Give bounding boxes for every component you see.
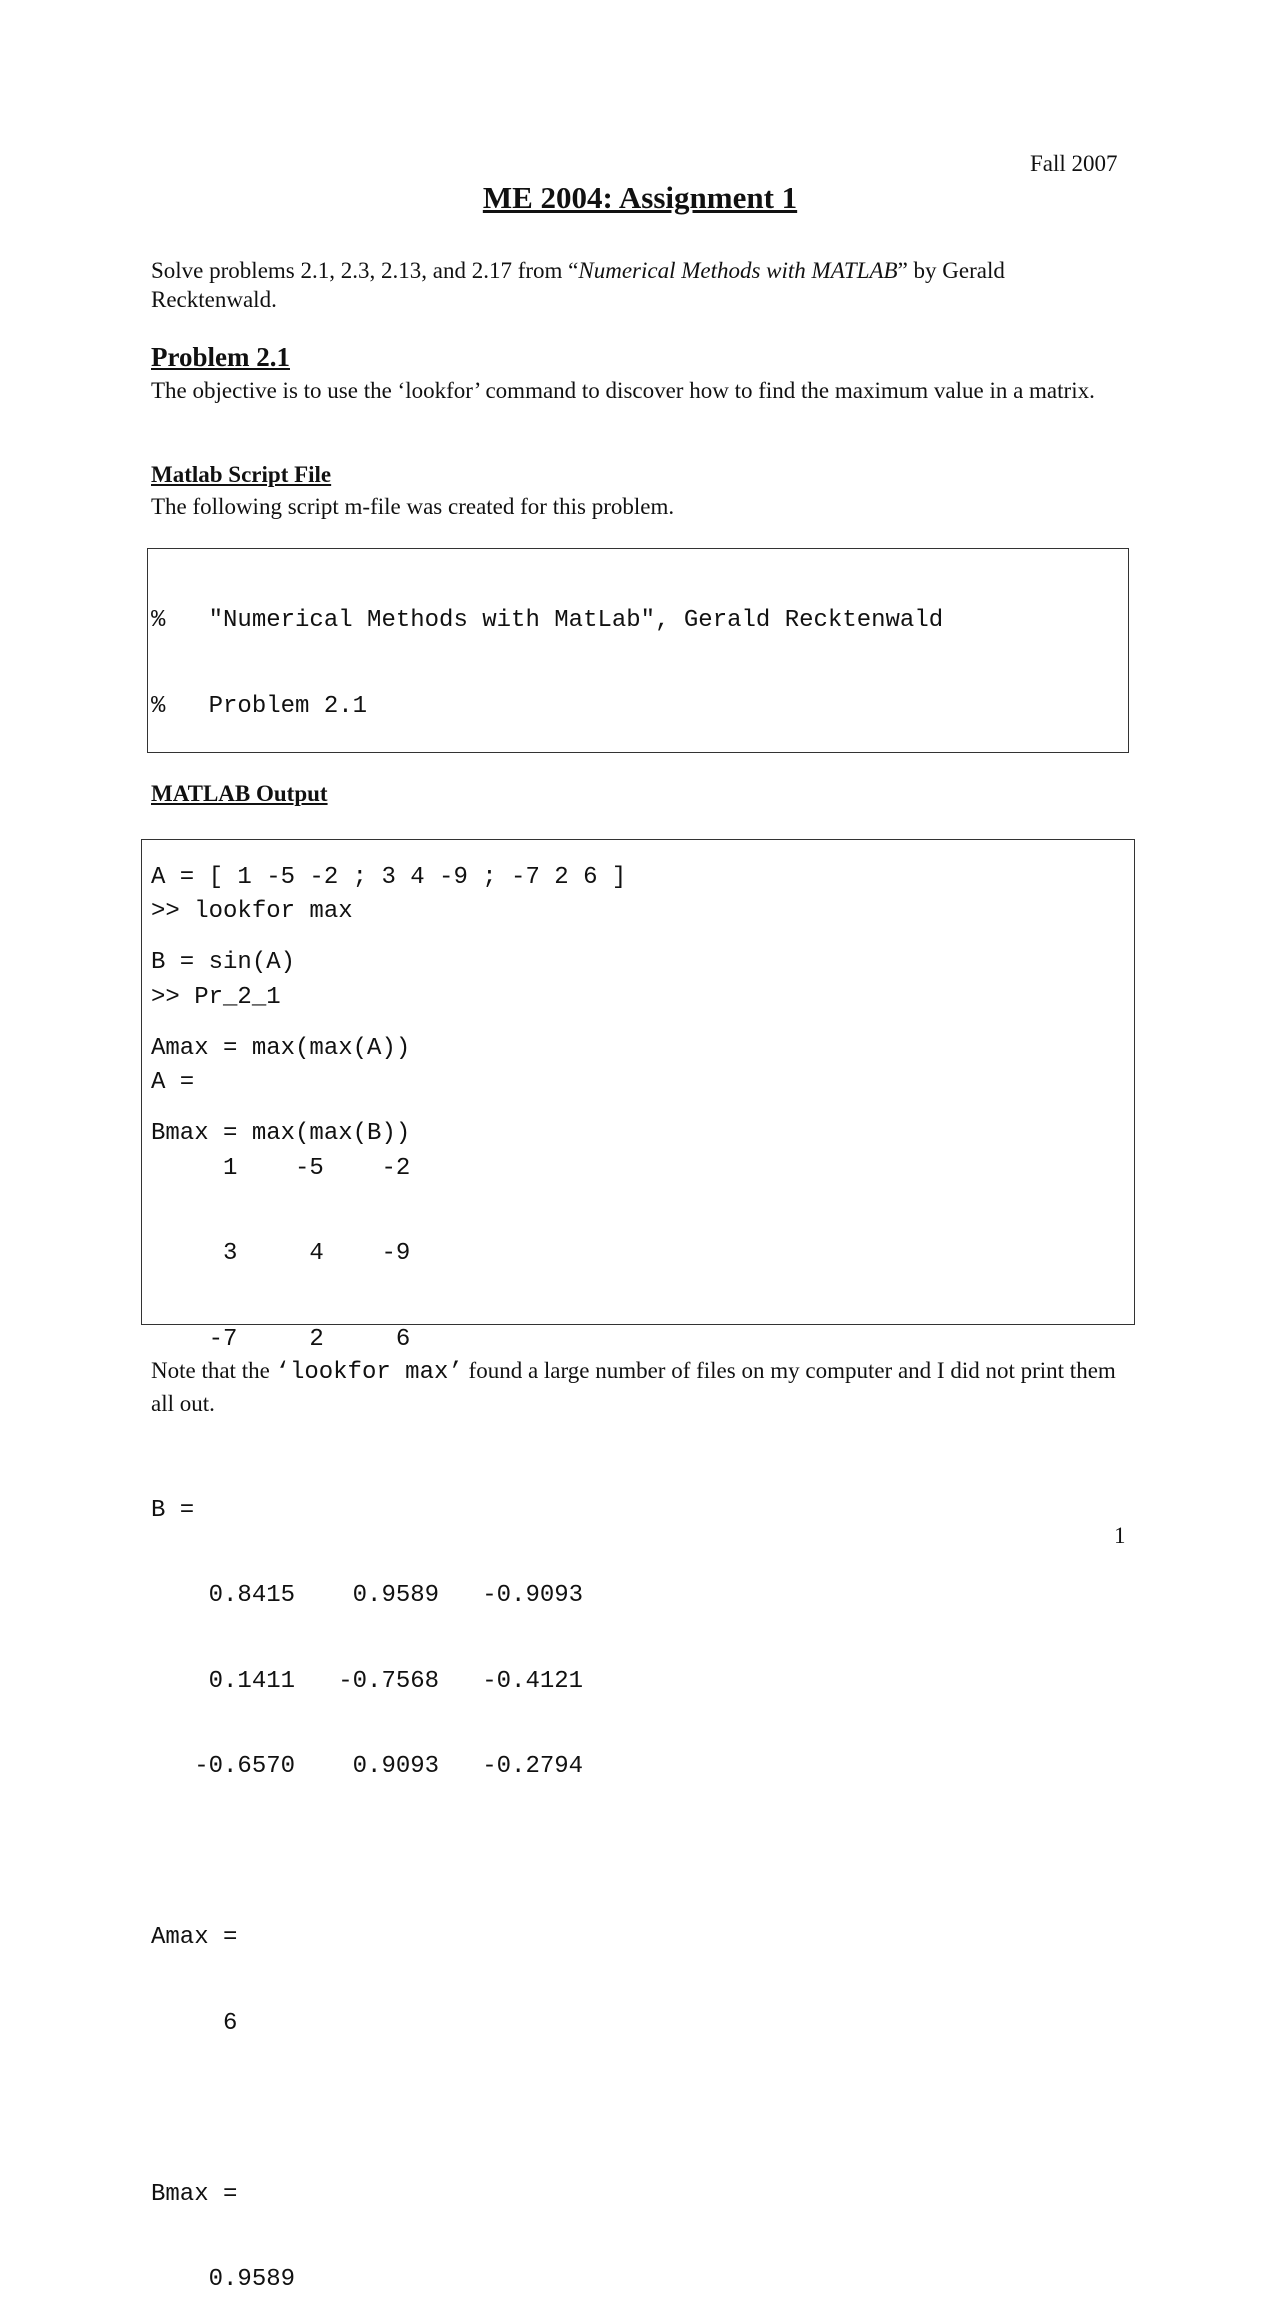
code-line: Bmax = max(max(B)) <box>151 1120 411 1147</box>
script-heading: Matlab Script File <box>151 462 332 487</box>
code-line: % Problem 2.1 <box>151 692 368 720</box>
output-line: 0.8415 0.9589 -0.9093 <box>151 1582 584 1609</box>
output-line: 0.9589 <box>151 2266 296 2293</box>
note-code: ‘lookfor max’ <box>275 1359 463 1386</box>
output-line: 1 -5 -2 <box>151 1154 411 1182</box>
problem-objective: The objective is to use the ‘lookfor’ command to discover how to find the maximum value in a matrix. <box>151 378 1095 403</box>
script-description: The following script m-file was created for this problem. <box>151 494 675 519</box>
output-line: 6 <box>151 2009 238 2037</box>
note-suffix: found a large number of files on my computer and I did not print them all out. <box>151 1358 1116 1416</box>
page-number: 1 <box>1114 1523 1126 1548</box>
output-line: 0.1411 -0.7568 -0.4121 <box>151 1667 584 1695</box>
problem-heading: Problem 2.1 <box>151 342 290 372</box>
intro-suffix: ” by Gerald Recktenwald. <box>151 258 1005 312</box>
note-prefix: Note that the <box>151 1358 276 1383</box>
output-line: B = <box>151 1496 195 1524</box>
book-title: Numerical Methods with MATLAB <box>578 258 898 283</box>
output-line: Amax = <box>151 1924 238 1951</box>
output-line <box>151 2095 1134 2124</box>
output-line: -7 2 6 <box>151 1325 411 1353</box>
output-line: -0.6570 0.9093 -0.2794 <box>151 1753 584 1780</box>
output-line: >> lookfor max <box>151 898 353 925</box>
intro-prefix: Solve problems 2.1, 2.3, 2.13, and 2.17 from “ <box>151 258 579 283</box>
output-line <box>151 1839 1134 1868</box>
output-heading: MATLAB Output <box>151 781 328 806</box>
code-line: B = sin(A) <box>151 949 296 976</box>
intro-paragraph <box>151 256 1131 314</box>
note-paragraph <box>151 1355 1131 1419</box>
output-line: 3 4 -9 <box>151 1240 411 1267</box>
code-line: A = [ 1 -5 -2 ; 3 4 -9 ; -7 2 6 ] <box>151 863 627 891</box>
document-title: ME 2004: Assignment 1 <box>482 180 798 215</box>
document-date: Fall 2007 <box>1030 151 1118 176</box>
code-line: Amax = max(max(A)) <box>151 1034 411 1062</box>
code-line: % "Numerical Methods with MatLab", Gerald Recktenwald <box>151 607 944 634</box>
output-line: Bmax = <box>151 2180 238 2208</box>
output-line: >> Pr_2_1 <box>151 983 281 1011</box>
output-line: A = <box>151 1069 195 1096</box>
